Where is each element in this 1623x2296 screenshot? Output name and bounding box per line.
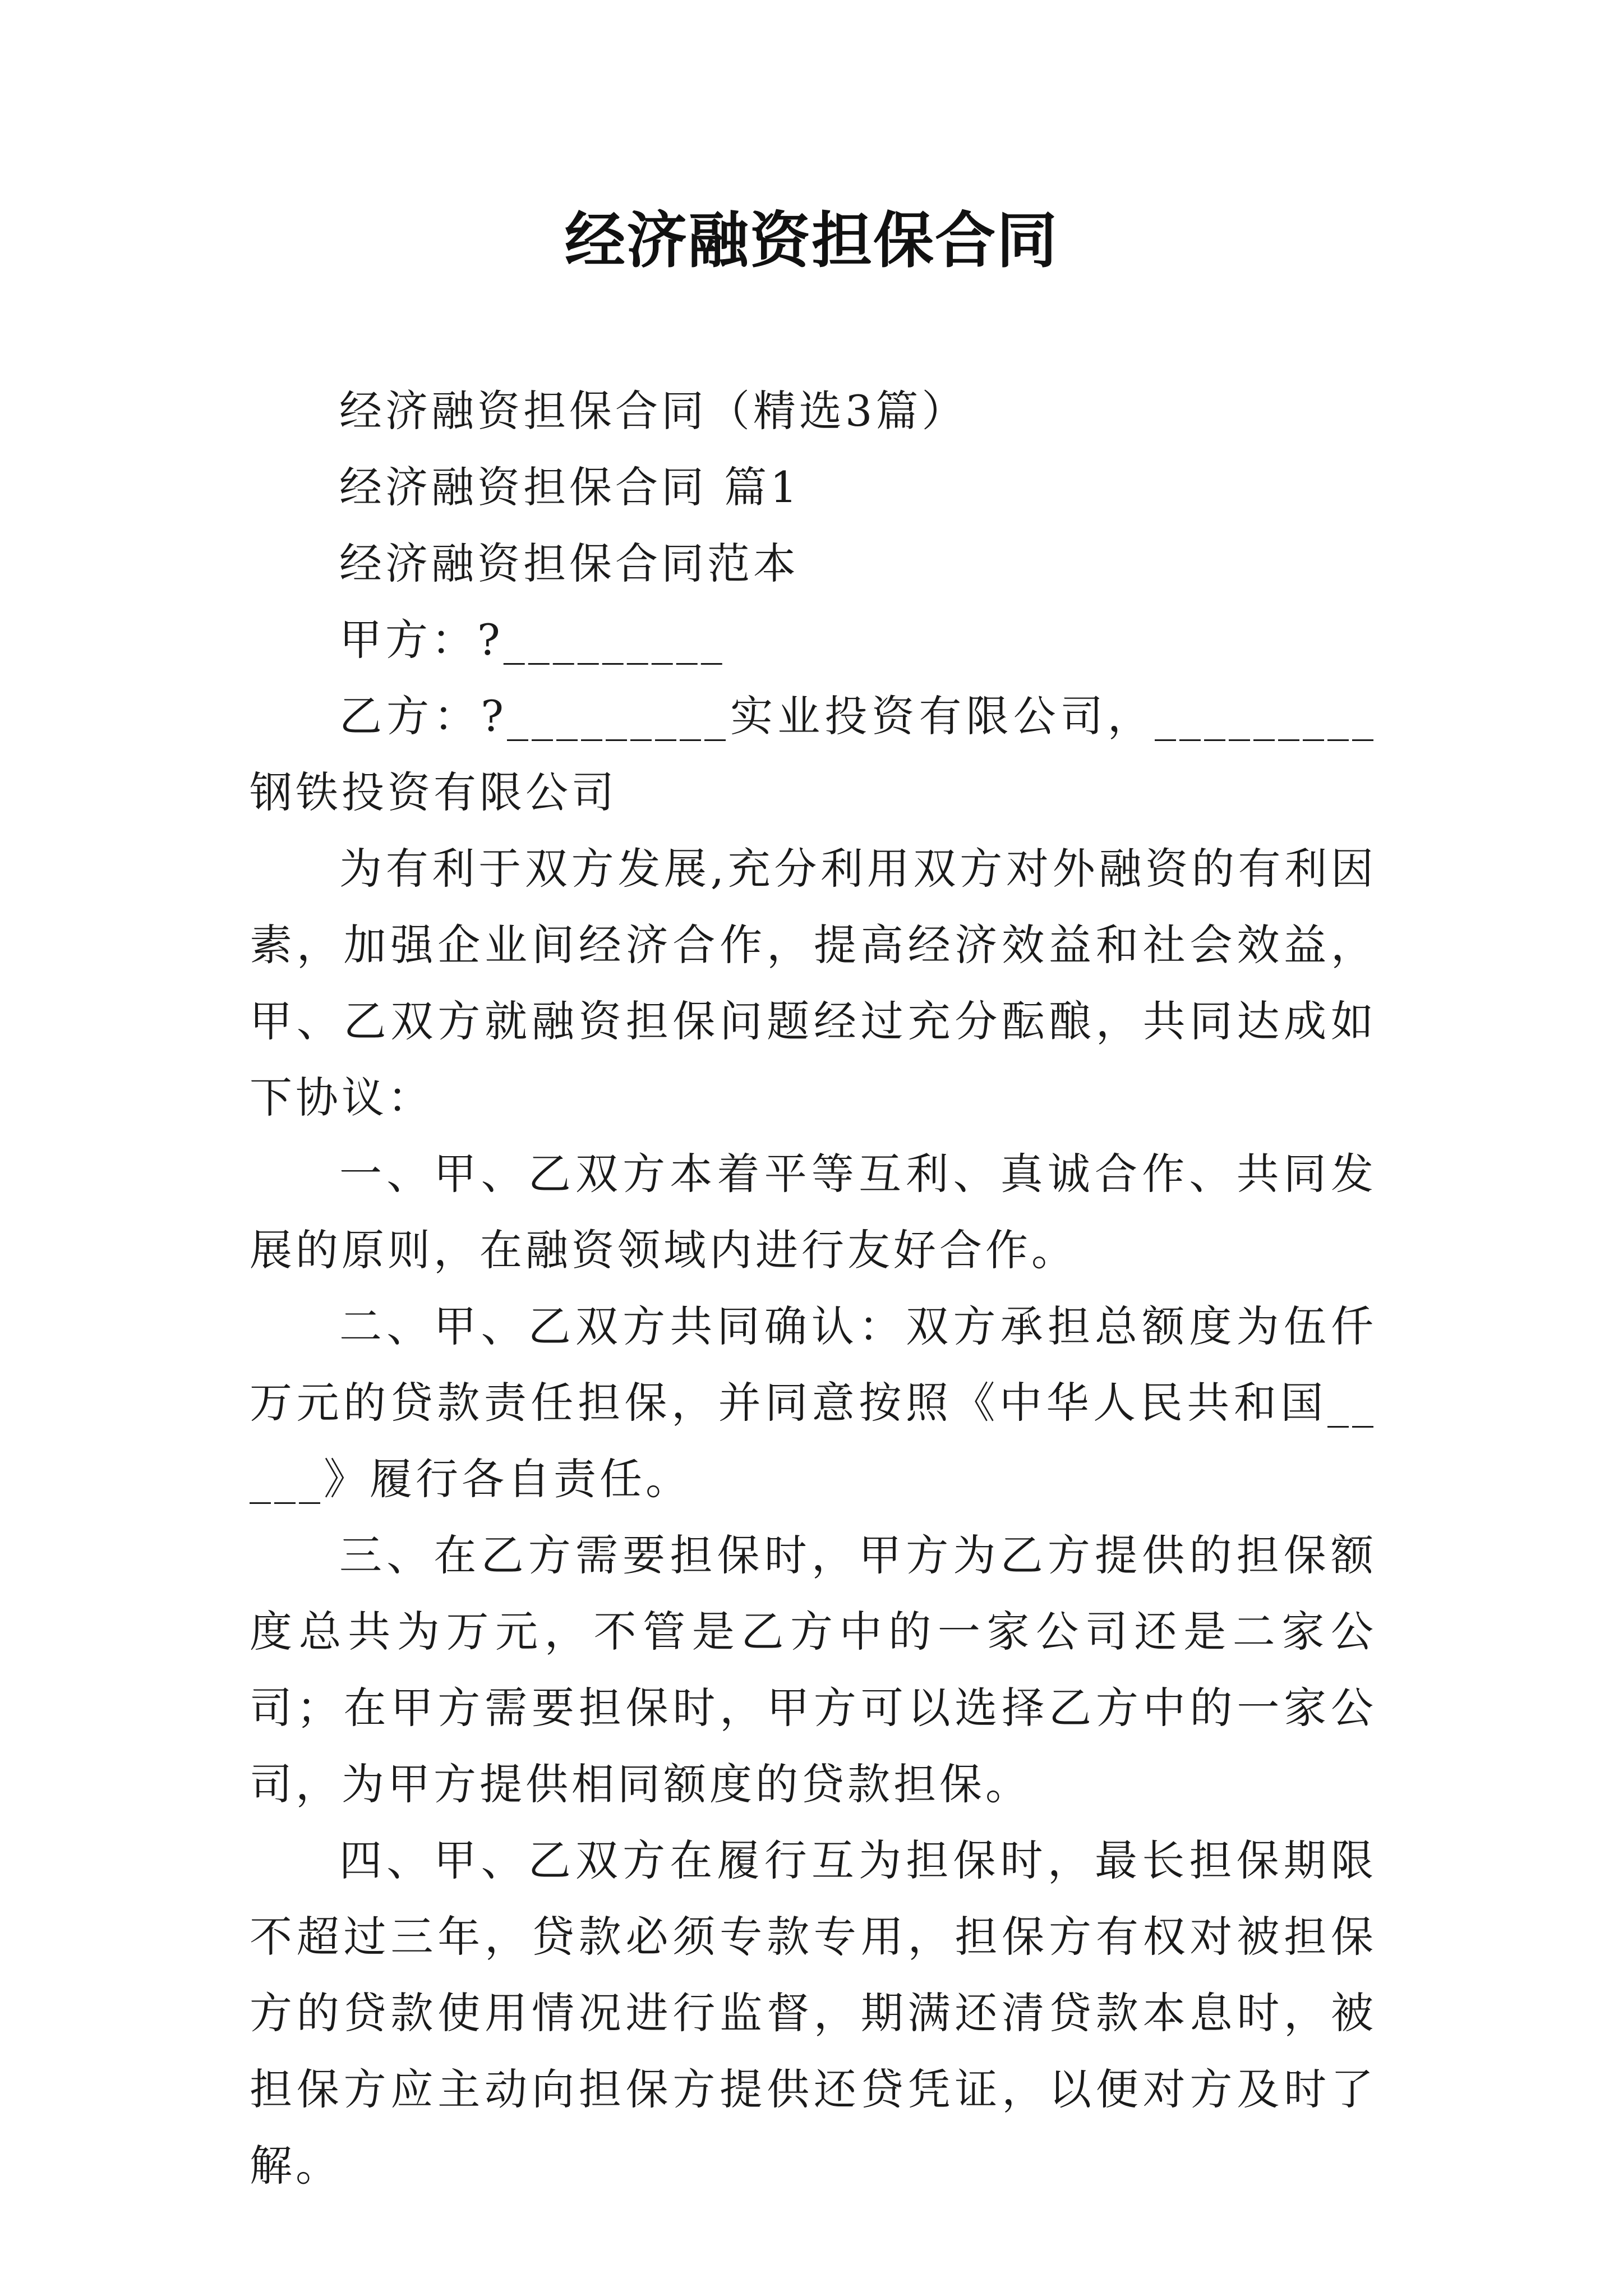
paragraph-party-a: 甲方：?_________ [339, 615, 726, 665]
paragraph-part-heading: 经济融资担保合同 篇1 [339, 462, 801, 512]
document-title: 经济融资担保合同 [564, 206, 1058, 276]
paragraph-clause-1: 一、甲、乙双方本着平等互利、真诚合作、共同发展的原则，在融资领域内进行友好合作。 [250, 1149, 1377, 1275]
paragraph-clause-2: 二、甲、乙双方共同确认：双方承担总额度为伍仟万元的贷款责任担保，并同意按照《中华人民共和国_____》履行各自责任。 [250, 1301, 1377, 1504]
paragraph-party-b: 乙方：?_________实业投资有限公司，_________钢铁投资有限公司 [250, 691, 1377, 817]
document-body [250, 373, 1377, 2204]
paragraph-template-heading: 经济融资担保合同范本 [339, 539, 799, 588]
paragraph-clause-4: 四、甲、乙双方在履行互为担保时，最长担保期限不超过三年，贷款必须专款专用，担保方有权对被担保方的贷款使用情况进行监督，期满还清贷款本息时，被担保方应主动向担保方提供还贷凭证，以便对方及时了解。 [250, 1835, 1377, 2191]
paragraph-preamble: 为有利于双方发展,充分利用双方对外融资的有利因素，加强企业间经济合作，提高经济效益和社会效益，甲、乙双方就融资担保问题经过充分酝酿，共同达成如下协议： [250, 844, 1377, 1122]
paragraph-clause-3: 三、在乙方需要担保时，甲方为乙方提供的担保额度总共为万元，不管是乙方中的一家公司还是二家公司；在甲方需要担保时，甲方可以选择乙方中的一家公司，为甲方提供相同额度的贷款担保。 [250, 1530, 1377, 1809]
paragraph-subtitle: 经济融资担保合同（精选3篇） [339, 386, 968, 436]
